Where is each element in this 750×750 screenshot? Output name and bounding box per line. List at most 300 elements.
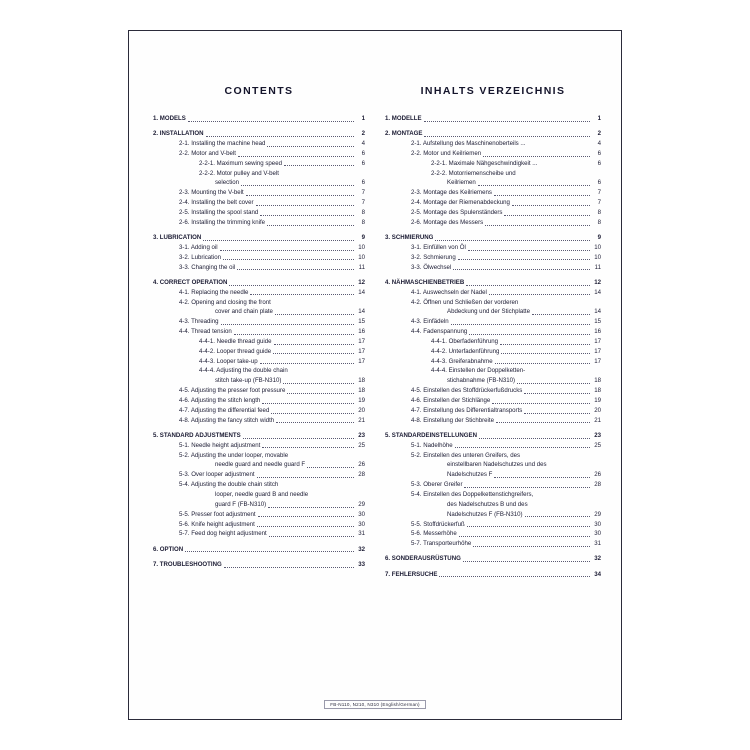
toc-entry-page: 7	[361, 189, 365, 197]
toc-entry-label: 4-4-3. Greiferabnahme	[431, 357, 493, 365]
toc-entry[interactable]	[153, 490, 365, 499]
toc-entry[interactable]	[385, 149, 601, 158]
toc-leader-dots	[439, 575, 590, 577]
toc-entry-page: 9	[361, 234, 365, 242]
toc-list-german	[385, 114, 601, 579]
toc-entry-label: 2-2-2. Motor pulley and V-belt	[199, 169, 279, 177]
toc-entry[interactable]	[385, 288, 601, 297]
toc-entry-label: 2. INSTALLATION	[153, 130, 204, 138]
toc-leader-dots	[535, 497, 590, 498]
toc-entry[interactable]	[385, 198, 601, 207]
toc-entry-page: 19	[358, 397, 365, 404]
toc-entry[interactable]	[385, 376, 601, 385]
toc-entry[interactable]	[385, 243, 601, 252]
toc-leader-dots	[224, 566, 354, 568]
toc-entry[interactable]	[385, 441, 601, 450]
toc-leader-dots	[243, 437, 354, 439]
toc-entry[interactable]	[153, 441, 365, 450]
toc-entry[interactable]	[153, 396, 365, 405]
toc-entry[interactable]	[153, 386, 365, 395]
toc-leader-dots	[525, 515, 590, 517]
toc-entry-page: 17	[358, 357, 365, 365]
toc-entry-page: 1	[597, 115, 601, 122]
toc-leader-dots	[435, 239, 590, 241]
toc-entry-label: 5-6. Messerhöhe	[411, 530, 457, 538]
toc-entry-label: 4-4-4. Einstellen der Doppelketten-	[431, 367, 526, 375]
toc-entry[interactable]	[385, 570, 601, 579]
toc-entry-label: 4. NÄHMASCHIENBETRIEB	[385, 278, 465, 286]
toc-entry-page: 34	[594, 570, 601, 578]
toc-entry-label: 6. OPTION	[153, 545, 184, 553]
toc-entry-label: 5. STANDARDEINSTELLUNGEN	[385, 431, 477, 439]
toc-entry-label: 2-2. Motor und Keilriemen	[411, 149, 482, 157]
toc-leader-dots	[496, 421, 590, 423]
toc-entry-page: 18	[594, 387, 601, 395]
toc-entry[interactable]	[385, 327, 601, 336]
toc-entry-label: 4-4-1. Needle thread guide	[199, 337, 272, 345]
toc-entry[interactable]	[385, 357, 601, 366]
toc-entry-label: 2-2-2. Motorriemenscheibe und	[431, 169, 516, 177]
toc-entry-label: 2-3. Montage des Keilriemens	[411, 189, 492, 197]
toc-entry[interactable]	[153, 545, 365, 554]
toc-entry[interactable]	[153, 337, 365, 346]
toc-leader-dots	[290, 457, 354, 458]
toc-entry[interactable]	[153, 208, 365, 217]
toc-entry-label: 2-6. Montage des Messers	[411, 218, 484, 226]
toc-leader-dots	[458, 258, 590, 260]
toc-entry-label: 2-1. Aufstellung des Maschinenoberteils ...	[411, 140, 526, 148]
toc-entry[interactable]	[153, 188, 365, 197]
toc-entry-label: 4-8. Einstellung der Stichbreite	[411, 416, 494, 424]
toc-leader-dots	[495, 362, 590, 364]
toc-entry-page: 23	[594, 431, 601, 439]
toc-leader-dots	[455, 446, 590, 448]
toc-leader-dots	[234, 333, 354, 335]
toc-entry-page: 20	[358, 406, 365, 414]
toc-entry-page: 29	[594, 510, 601, 518]
toc-leader-dots	[237, 268, 354, 270]
toc-entry-page: 30	[594, 530, 601, 538]
toc-entry[interactable]	[153, 470, 365, 479]
toc-leader-dots	[280, 487, 354, 488]
toc-entry[interactable]	[153, 347, 365, 356]
toc-entry-label: 6. SONDERAUSRÜSTUNG	[385, 555, 461, 563]
toc-leader-dots	[469, 333, 590, 335]
toc-entry[interactable]	[153, 139, 365, 148]
toc-entry[interactable]	[385, 500, 601, 509]
toc-entry[interactable]	[153, 520, 365, 529]
toc-entry[interactable]	[153, 243, 365, 252]
toc-entry[interactable]	[385, 317, 601, 326]
toc-entry-page: 10	[358, 243, 365, 251]
toc-entry-label: 2-4. Installing the belt cover	[179, 199, 254, 207]
toc-entry-page: 6	[597, 159, 601, 167]
toc-entry-label: 7. FEHLERSUCHE	[385, 570, 438, 578]
toc-entry-page: 4	[361, 140, 365, 148]
toc-entry-page: 7	[361, 199, 365, 207]
toc-entry[interactable]	[153, 357, 365, 366]
toc-entry[interactable]	[153, 406, 365, 415]
toc-entry[interactable]	[385, 208, 601, 217]
toc-entry-page: 31	[594, 540, 601, 548]
toc-entry[interactable]	[153, 560, 365, 569]
toc-entry[interactable]	[385, 460, 601, 469]
toc-entry[interactable]	[385, 416, 601, 425]
toc-entry-page: 8	[361, 218, 365, 226]
toc-entry-page: 6	[361, 179, 365, 187]
toc-entry-label: 1. MODELLE	[385, 115, 422, 122]
toc-entry-page: 32	[594, 555, 601, 563]
toc-leader-dots	[246, 194, 354, 196]
toc-leader-dots	[522, 457, 590, 458]
toc-entry[interactable]	[385, 129, 601, 138]
toc-leader-dots	[466, 284, 590, 286]
toc-leader-dots	[257, 476, 354, 478]
toc-entry-label: 4-2. Öffnen und Schließen der vorderen	[411, 298, 519, 306]
toc-entry-label: 5-3. Over looper adjustment	[179, 471, 255, 479]
toc-entry-page: 17	[358, 337, 365, 345]
toc-leader-dots	[256, 204, 354, 206]
toc-entry-page: 33	[358, 560, 365, 568]
toc-leader-dots	[483, 155, 590, 157]
toc-entry[interactable]	[153, 416, 365, 425]
toc-entry-page: 6	[361, 159, 365, 167]
toc-entry[interactable]	[153, 169, 365, 178]
toc-leader-dots	[267, 224, 354, 226]
toc-entry-label: 4-7. Adjusting the differential feed	[179, 406, 270, 414]
toc-leader-dots	[512, 204, 590, 206]
toc-entry-label: 5-3. Oberer Greifer	[411, 481, 463, 489]
toc-entry-page: 10	[594, 243, 601, 251]
toc-leader-dots	[492, 402, 590, 404]
toc-list-english	[153, 114, 365, 569]
toc-entry[interactable]	[385, 406, 601, 415]
toc-entry-label: 5-2. Einstellen des unteren Greifers, des	[411, 451, 521, 459]
toc-entry-page: 21	[358, 416, 365, 424]
toc-entry[interactable]	[385, 510, 601, 519]
toc-entry[interactable]	[385, 114, 601, 123]
toc-entry[interactable]	[385, 347, 601, 356]
toc-leader-dots	[258, 515, 354, 517]
toc-entry-page: 17	[358, 347, 365, 355]
toc-entry[interactable]	[385, 233, 601, 242]
toc-leader-dots	[273, 304, 354, 305]
toc-leader-dots	[238, 155, 354, 157]
toc-entry-page: 15	[594, 318, 601, 326]
toc-leader-dots	[290, 373, 354, 374]
toc-entry[interactable]	[153, 451, 365, 460]
toc-leader-dots	[284, 164, 354, 166]
toc-entry-page: 26	[594, 471, 601, 479]
toc-entry[interactable]	[153, 288, 365, 297]
toc-entry-label: Nadelschutzes F (FB-N310)	[447, 510, 523, 518]
toc-entry-label: 4-4-4. Adjusting the double chain	[199, 367, 288, 375]
toc-entry-label: 2-1. Installing the machine head	[179, 140, 266, 148]
toc-leader-dots	[424, 120, 590, 122]
toc-entry-label: 3-3. Ölwechsel	[411, 263, 452, 271]
toc-entry[interactable]	[385, 307, 601, 316]
toc-leader-dots	[464, 486, 590, 488]
toc-entry-label: stichabnahme (FB-N310)	[447, 377, 516, 385]
toc-columns	[129, 31, 621, 719]
toc-entry[interactable]	[153, 529, 365, 538]
toc-entry-label: selection	[215, 179, 240, 187]
contents-heading-english: CONTENTS	[224, 85, 294, 97]
toc-leader-dots	[517, 382, 590, 384]
toc-leader-dots	[518, 175, 590, 176]
toc-entry-page: 25	[358, 441, 365, 449]
toc-entry-label: 5-5. Stoffdrückerfuß	[411, 520, 465, 528]
toc-entry-label: 2-2-1. Maximale Nähgeschwindigkeit ...	[431, 159, 538, 167]
toc-entry-label: 4-8. Adjusting the fancy stitch width	[179, 416, 275, 424]
toc-entry-label: 4-6. Einstellen der Stichlänge	[411, 397, 491, 404]
toc-entry[interactable]	[153, 317, 365, 326]
toc-leader-dots	[307, 466, 354, 468]
toc-entry-label: 5-1. Nadelhöhe	[411, 441, 453, 449]
toc-entry-label: 2-2. Motor and V-belt	[179, 149, 236, 157]
toc-entry-label: cover and chain plate	[215, 308, 273, 316]
toc-entry[interactable]	[385, 298, 601, 307]
toc-leader-dots	[479, 437, 590, 439]
toc-entry-page: 17	[594, 357, 601, 365]
toc-entry-label: 2-5. Montage des Spulenständers	[411, 209, 503, 216]
toc-entry[interactable]	[385, 529, 601, 538]
toc-leader-dots	[260, 362, 354, 364]
toc-entry-label: Abdeckung und der Stichplatte	[447, 308, 531, 316]
toc-entry[interactable]	[153, 149, 365, 158]
toc-entry[interactable]	[385, 178, 601, 187]
toc-entry-label: 4-4-3. Looper take-up	[199, 357, 258, 365]
toc-entry-page: 6	[597, 179, 601, 187]
toc-entry[interactable]	[385, 253, 601, 262]
toc-entry[interactable]	[153, 460, 365, 469]
toc-entry-page: 7	[597, 189, 601, 197]
toc-entry[interactable]	[153, 178, 365, 187]
toc-entry-label: 3. LUBRICATION	[153, 234, 202, 242]
toc-entry-page: 12	[358, 278, 365, 286]
toc-leader-dots	[281, 175, 354, 176]
toc-entry[interactable]	[153, 480, 365, 489]
toc-entry[interactable]	[385, 278, 601, 287]
toc-entry-label: 4-4. Fadenspannung	[411, 328, 468, 336]
toc-entry-label: 4-4-2. Unterfadenführung	[431, 347, 500, 355]
toc-leader-dots	[276, 421, 354, 423]
toc-entry[interactable]	[153, 307, 365, 316]
toc-entry-page: 17	[594, 337, 601, 345]
toc-entry[interactable]	[385, 396, 601, 405]
toc-entry[interactable]	[153, 129, 365, 138]
toc-entry-label: 4-3. Threading	[179, 318, 219, 326]
toc-entry[interactable]	[385, 337, 601, 346]
toc-leader-dots	[473, 545, 590, 547]
toc-entry-label: 3-2. Schmierung	[411, 253, 456, 261]
toc-entry-label: 5-2. Adjusting the under looper, movable	[179, 451, 289, 459]
toc-leader-dots	[268, 506, 354, 508]
toc-entry-page: 32	[358, 545, 365, 553]
toc-entry[interactable]	[385, 263, 601, 272]
toc-entry[interactable]	[385, 539, 601, 548]
toc-entry-page: 2	[597, 130, 601, 138]
toc-leader-dots	[539, 165, 590, 166]
toc-entry-page: 10	[594, 253, 601, 261]
toc-entry-page: 30	[358, 520, 365, 528]
toc-entry-label: Keilriemen	[447, 179, 476, 187]
toc-leader-dots	[188, 120, 354, 122]
toc-entry-label: stitch take-up (FB-N310)	[215, 377, 282, 385]
toc-entry-label: 2-6. Installing the trimming knife	[179, 218, 266, 226]
toc-entry-label: 3-1. Einfüllen von Öl	[411, 243, 466, 251]
toc-entry[interactable]	[385, 188, 601, 197]
toc-leader-dots	[489, 293, 590, 295]
toc-entry-label: 2-4. Montage der Riemenabdeckung	[411, 199, 510, 207]
toc-entry[interactable]	[153, 198, 365, 207]
contents-column-english	[143, 85, 375, 719]
toc-entry[interactable]	[385, 480, 601, 489]
toc-entry-label: 2-3. Mounting the V-belt	[179, 189, 244, 197]
toc-entry-page: 8	[361, 209, 365, 216]
toc-entry-page: 11	[358, 263, 365, 271]
toc-entry[interactable]	[385, 431, 601, 440]
toc-entry-page: 14	[358, 308, 365, 316]
toc-entry-label: 3. SCHMIERUNG	[385, 234, 434, 242]
toc-entry[interactable]	[385, 386, 601, 395]
toc-entry-label: 4-2. Opening and closing the front	[179, 298, 271, 306]
toc-entry-page: 18	[594, 377, 601, 385]
toc-leader-dots	[250, 293, 354, 295]
toc-leader-dots	[524, 392, 590, 394]
toc-entry-page: 16	[358, 328, 365, 336]
toc-entry[interactable]	[385, 490, 601, 499]
toc-entry[interactable]	[385, 218, 601, 227]
toc-entry-label: 5. STANDARD ADJUSTMENTS	[153, 431, 241, 439]
toc-entry[interactable]	[385, 159, 601, 168]
toc-entry-label: 7. TROUBLESHOOTING	[153, 560, 222, 568]
toc-entry-label: einstellbaren Nadelschutzes und des	[447, 461, 547, 469]
toc-entry-label: 5-5. Presser foot adjustment	[179, 510, 256, 518]
toc-leader-dots	[453, 268, 590, 270]
toc-entry-page: 25	[594, 441, 601, 449]
page-footer	[129, 700, 621, 709]
toc-entry-page: 12	[594, 278, 601, 286]
toc-entry[interactable]	[153, 263, 365, 272]
toc-leader-dots	[467, 525, 590, 527]
toc-entry-label: 3-3. Changing the oil	[179, 263, 236, 271]
toc-leader-dots	[485, 224, 590, 226]
toc-entry[interactable]	[153, 366, 365, 375]
toc-entry-page: 8	[597, 218, 601, 226]
toc-entry[interactable]	[153, 218, 365, 227]
toc-leader-dots	[287, 392, 354, 394]
toc-entry-label: 3-1. Adding oil	[179, 243, 218, 251]
toc-entry[interactable]	[153, 159, 365, 168]
toc-entry-page: 4	[597, 140, 601, 148]
toc-entry-page: 14	[358, 288, 365, 296]
toc-entry-page: 10	[358, 253, 365, 261]
toc-entry-page: 30	[594, 520, 601, 528]
toc-entry[interactable]	[153, 298, 365, 307]
toc-entry[interactable]	[153, 114, 365, 123]
toc-entry-page: 29	[358, 500, 365, 508]
toc-leader-dots	[494, 194, 590, 196]
toc-entry[interactable]	[153, 500, 365, 509]
toc-entry-label: 2-5. Installing the spool stand	[179, 209, 259, 216]
toc-leader-dots	[494, 476, 590, 478]
toc-entry[interactable]	[385, 139, 601, 148]
toc-entry[interactable]	[153, 327, 365, 336]
toc-leader-dots	[424, 135, 590, 137]
toc-leader-dots	[274, 343, 355, 345]
toc-entry-page: 21	[594, 416, 601, 424]
toc-entry-page: 1	[361, 115, 365, 122]
toc-entry[interactable]	[385, 169, 601, 178]
toc-leader-dots	[262, 446, 354, 448]
toc-entry[interactable]	[153, 253, 365, 262]
toc-entry-page: 14	[594, 288, 601, 296]
toc-leader-dots	[273, 352, 354, 354]
toc-entry-label: 4-4-2. Looper thread guide	[199, 347, 272, 355]
toc-entry[interactable]	[385, 554, 601, 563]
toc-entry-page: 6	[597, 149, 601, 157]
toc-entry-label: 5-7. Feed dog height adjustment	[179, 530, 267, 538]
toc-entry[interactable]	[385, 520, 601, 529]
toc-entry-page: 20	[594, 406, 601, 414]
toc-entry-label: 4-4-1. Oberfadenführung	[431, 337, 499, 345]
toc-entry-page: 28	[594, 481, 601, 489]
toc-leader-dots	[527, 373, 590, 374]
toc-leader-dots	[203, 239, 354, 241]
toc-leader-dots	[524, 412, 590, 414]
toc-entry-page: 23	[358, 431, 365, 439]
toc-entry[interactable]	[153, 510, 365, 519]
toc-leader-dots	[220, 249, 354, 251]
toc-leader-dots	[451, 323, 590, 325]
toc-entry-label: 2-2-1. Maximum sewing speed	[199, 159, 282, 167]
toc-entry-page: 7	[597, 199, 601, 207]
toc-leader-dots	[257, 525, 354, 527]
toc-entry-label: 4-7. Einstellung des Differentialtransports	[411, 406, 523, 414]
toc-entry-page: 8	[597, 209, 601, 216]
document-sheet	[128, 30, 622, 720]
toc-entry-page: 19	[594, 397, 601, 404]
toc-entry-page: 11	[594, 263, 601, 271]
toc-entry-label: needle guard and needle guard F	[215, 461, 306, 469]
contents-column-german	[375, 85, 607, 719]
toc-entry-label: 4-4. Thread tension	[179, 328, 232, 336]
toc-leader-dots	[267, 145, 354, 147]
toc-entry[interactable]	[153, 376, 365, 385]
toc-entry-label: 5-7. Transporteurhöhe	[411, 540, 472, 548]
toc-entry-page: 18	[358, 377, 365, 385]
toc-entry-page: 16	[594, 328, 601, 336]
toc-entry[interactable]	[385, 366, 601, 375]
toc-entry[interactable]	[153, 431, 365, 440]
toc-entry-label: 5-1. Needle height adjustment	[179, 441, 261, 449]
toc-leader-dots	[269, 535, 354, 537]
toc-entry-page: 17	[594, 347, 601, 355]
toc-entry[interactable]	[153, 278, 365, 287]
toc-entry[interactable]	[385, 451, 601, 460]
toc-leader-dots	[241, 184, 354, 186]
toc-entry[interactable]	[385, 470, 601, 479]
toc-entry[interactable]	[153, 233, 365, 242]
toc-leader-dots	[500, 343, 590, 345]
toc-entry-label: 2. MONTAGE	[385, 130, 423, 138]
toc-leader-dots	[185, 550, 354, 552]
toc-leader-dots	[530, 507, 590, 508]
toc-entry-page: 9	[597, 234, 601, 242]
toc-leader-dots	[478, 184, 590, 186]
toc-entry-label: 4-3. Einfädeln	[411, 318, 449, 326]
